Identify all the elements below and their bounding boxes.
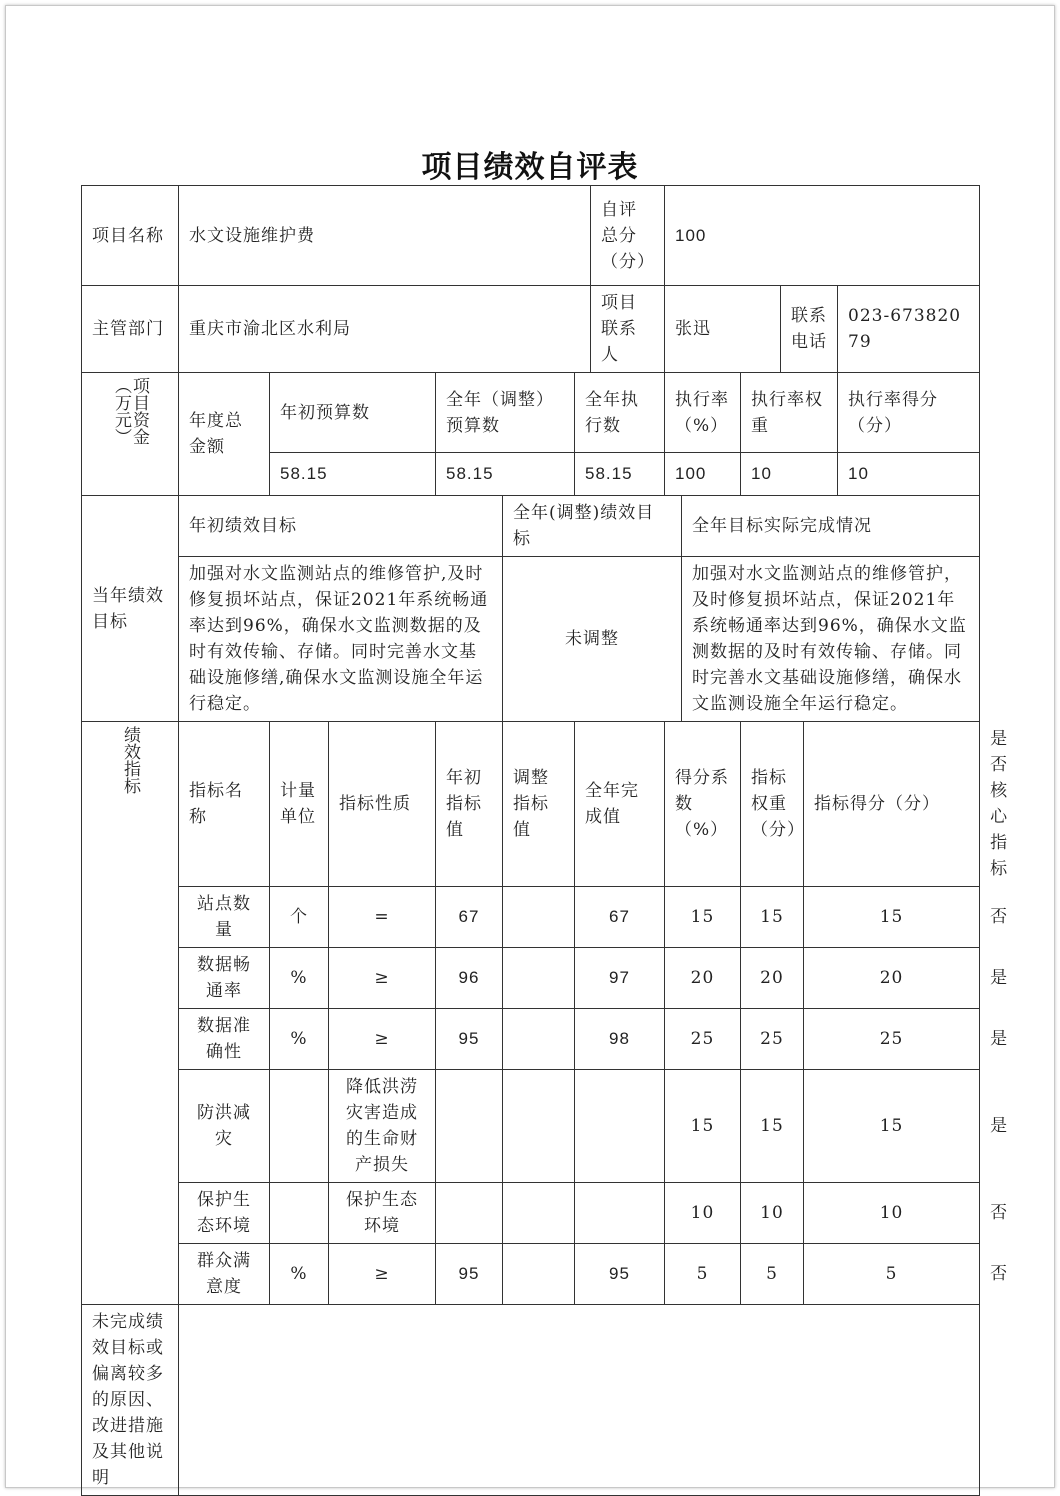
page-title: 项目绩效自评表 xyxy=(421,150,639,185)
ind-score: 10 xyxy=(804,1183,980,1244)
ind-unit xyxy=(270,1183,329,1244)
ind-coef: 15 xyxy=(665,1070,741,1183)
contact-label: 项目联系人 xyxy=(591,286,665,373)
ind-weight: 5 xyxy=(741,1244,804,1305)
ind-initial: 96 xyxy=(436,948,503,1009)
funds-header-row xyxy=(82,373,980,453)
table-row: 保护生态环境 保护生态环境 10 10 10 否 xyxy=(82,1183,980,1244)
ind-unit: % xyxy=(270,948,329,1009)
funds-value-weight: 10 xyxy=(741,453,838,496)
funds-header-executed: 全年执行数 xyxy=(575,373,665,453)
goals-section-label: 当年绩效目标 xyxy=(82,496,179,722)
ind-score: 5 xyxy=(804,1244,980,1305)
funds-value-score: 10 xyxy=(838,453,980,496)
ind-header-name: 指标名称 xyxy=(179,722,270,887)
funds-header-weight: 执行率权重 xyxy=(741,373,838,453)
ind-name: 防洪减灾 xyxy=(179,1070,270,1183)
ind-adjusted xyxy=(503,887,575,948)
ind-initial: 95 xyxy=(436,1009,503,1070)
department-label: 主管部门 xyxy=(82,286,179,373)
funds-value-adjusted: 58.15 xyxy=(436,453,575,496)
funds-total-label: 年度总金额 xyxy=(179,373,270,496)
funds-section-label: （万元）项目资金 xyxy=(82,373,179,496)
table-row: 群众满意度 % ≥ 95 95 5 5 5 否 xyxy=(82,1244,980,1305)
ind-adjusted xyxy=(503,1070,575,1183)
funds-value-initial: 58.15 xyxy=(270,453,436,496)
table-row: 数据准确性 % ≥ 95 98 25 25 25 是 xyxy=(82,1009,980,1070)
department-row xyxy=(82,286,980,373)
ind-initial xyxy=(436,1070,503,1183)
remarks-label: 未完成绩效目标或偏离较多的原因、改进措施及其他说明 xyxy=(82,1305,179,1496)
goals-initial-header: 年初绩效目标 xyxy=(179,496,503,557)
ind-actual: 95 xyxy=(575,1244,665,1305)
funds-header-score: 执行率得分（分） xyxy=(838,373,980,453)
ind-actual: 67 xyxy=(575,887,665,948)
ind-name: 保护生态环境 xyxy=(179,1183,270,1244)
ind-actual xyxy=(575,1183,665,1244)
ind-coef: 20 xyxy=(665,948,741,1009)
ind-unit: % xyxy=(270,1009,329,1070)
funds-header-initial: 年初预算数 xyxy=(270,373,436,453)
goals-adjusted-text: 未调整 xyxy=(503,557,682,722)
ind-score: 25 xyxy=(804,1009,980,1070)
ind-adjusted xyxy=(503,1183,575,1244)
ind-weight: 15 xyxy=(741,1070,804,1183)
goals-initial-text: 加强对水文监测站点的维修管护,及时修复损坏站点，保证2021年系统畅通率达到96%，确保水文监测数据的及时有效传输、存储。同时完善水文基础设施修缮,确保水文监测设施全年运行稳定。 xyxy=(179,557,503,722)
funds-header-adjusted: 全年（调整）预算数 xyxy=(436,373,575,453)
ind-name: 站点数量 xyxy=(179,887,270,948)
project-name-label: 项目名称 xyxy=(82,186,179,286)
funds-value-executed: 58.15 xyxy=(575,453,665,496)
remarks-value xyxy=(179,1305,980,1496)
ind-nature: ≥ xyxy=(329,1009,436,1070)
ind-actual: 98 xyxy=(575,1009,665,1070)
ind-header-actual: 全年完成值 xyxy=(575,722,665,887)
self-score-value: 100 xyxy=(665,186,980,286)
goals-header-row xyxy=(82,496,980,557)
table-row: 站点数量 个 = 67 67 15 15 15 否 xyxy=(82,887,980,948)
ind-initial: 67 xyxy=(436,887,503,948)
ind-adjusted xyxy=(503,1009,575,1070)
ind-initial: 95 xyxy=(436,1244,503,1305)
ind-initial xyxy=(436,1183,503,1244)
ind-header-weight: 指标权重（分） xyxy=(741,722,804,887)
ind-nature: ≥ xyxy=(329,1244,436,1305)
ind-weight: 25 xyxy=(741,1009,804,1070)
ind-nature: 保护生态环境 xyxy=(329,1183,436,1244)
self-score-label: 自评总分（分） xyxy=(591,186,665,286)
ind-name: 群众满意度 xyxy=(179,1244,270,1305)
funds-value-rate: 100 xyxy=(665,453,741,496)
ind-score: 15 xyxy=(804,1070,980,1183)
department-value: 重庆市渝北区水利局 xyxy=(179,286,591,373)
ind-adjusted xyxy=(503,948,575,1009)
ind-nature: = xyxy=(329,887,436,948)
ind-weight: 10 xyxy=(741,1183,804,1244)
ind-weight: 20 xyxy=(741,948,804,1009)
goals-actual-text: 加强对水文监测站点的维修管护，及时修复损坏站点，保证2021年系统畅通率达到96%，确保水文监测数据的及时有效传输、存储。同时完善水文基础设施修缮，确保水文监测设施全年运行稳定。 xyxy=(682,557,980,722)
ind-actual: 97 xyxy=(575,948,665,1009)
indicators-header-row: 绩效指标 指标名称 计量单位 指标性质 年初指标值 调整指标值 全年完成值 得分系数（%） 指标权重（分） 指标得分（分） 是否核心指标 xyxy=(82,722,980,887)
ind-header-coef: 得分系数（%） xyxy=(665,722,741,887)
ind-unit: % xyxy=(270,1244,329,1305)
ind-unit xyxy=(270,1070,329,1183)
ind-coef: 15 xyxy=(665,887,741,948)
ind-score: 15 xyxy=(804,887,980,948)
ind-header-unit: 计量单位 xyxy=(270,722,329,887)
ind-actual xyxy=(575,1070,665,1183)
ind-header-initial: 年初指标值 xyxy=(436,722,503,887)
ind-nature: 降低洪涝灾害造成的生命财产损失 xyxy=(329,1070,436,1183)
phone-label: 联系电话 xyxy=(781,286,838,373)
remarks-row xyxy=(82,1305,980,1496)
ind-header-adjusted: 调整指标值 xyxy=(503,722,575,887)
goals-actual-header: 全年目标实际完成情况 xyxy=(682,496,980,557)
ind-weight: 15 xyxy=(741,887,804,948)
ind-header-nature: 指标性质 xyxy=(329,722,436,887)
ind-coef: 25 xyxy=(665,1009,741,1070)
phone-value: 023-67382079 xyxy=(838,286,980,373)
ind-name: 数据准确性 xyxy=(179,1009,270,1070)
table-row: 数据畅通率 % ≥ 96 97 20 20 20 是 xyxy=(82,948,980,1009)
ind-adjusted xyxy=(503,1244,575,1305)
indicators-section-label: 绩效指标 xyxy=(82,722,179,1305)
ind-score: 20 xyxy=(804,948,980,1009)
ind-unit: 个 xyxy=(270,887,329,948)
project-name-value: 水文设施维护费 xyxy=(179,186,591,286)
project-name-row xyxy=(82,186,980,286)
contact-value: 张迅 xyxy=(665,286,781,373)
funds-header-rate: 执行率（%） xyxy=(665,373,741,453)
ind-coef: 5 xyxy=(665,1244,741,1305)
ind-coef: 10 xyxy=(665,1183,741,1244)
evaluation-form-table xyxy=(81,185,1009,1496)
goals-text-row xyxy=(82,557,980,722)
ind-header-score: 指标得分（分） xyxy=(804,722,980,887)
table-row: 防洪减灾 降低洪涝灾害造成的生命财产损失 15 15 15 是 xyxy=(82,1070,980,1183)
ind-name: 数据畅通率 xyxy=(179,948,270,1009)
goals-adjusted-header: 全年(调整)绩效目标 xyxy=(503,496,682,557)
ind-nature: ≥ xyxy=(329,948,436,1009)
